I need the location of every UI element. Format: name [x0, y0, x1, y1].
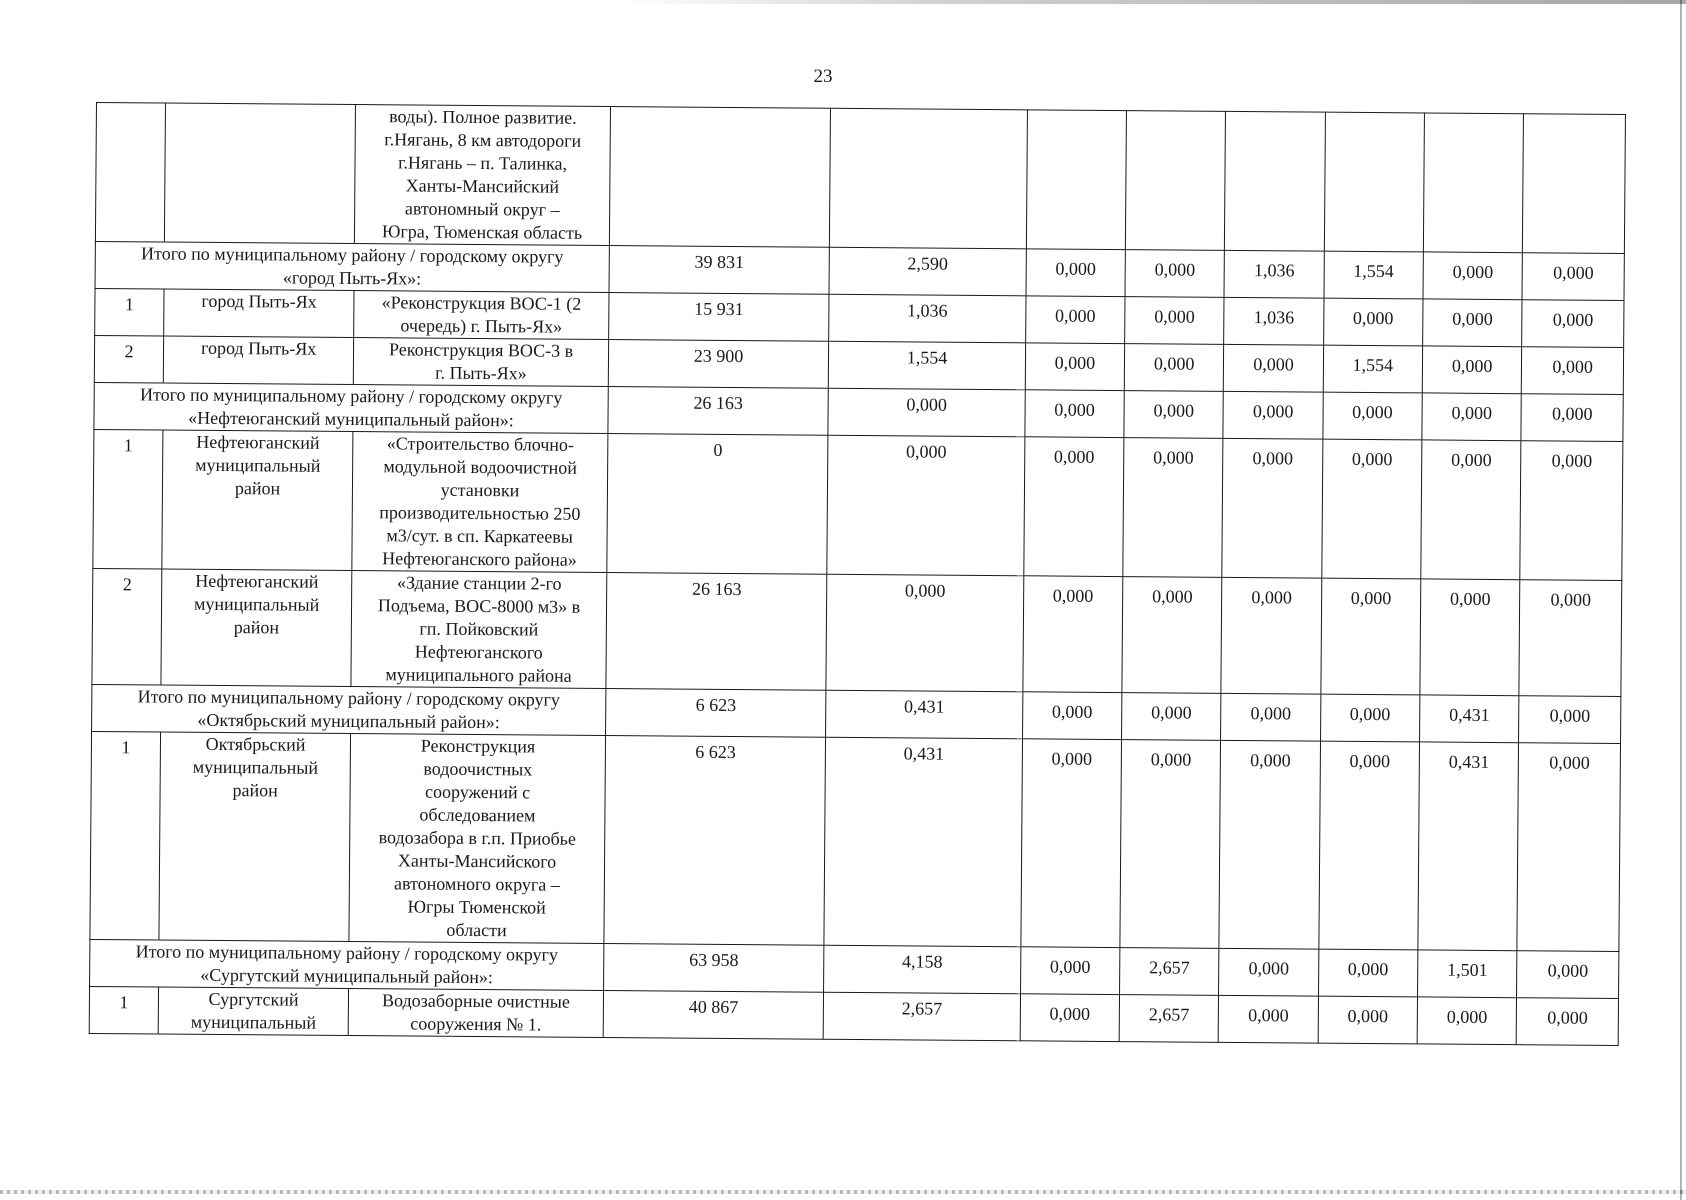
value-cell: 0,000 [1422, 393, 1522, 441]
municipality-cell: Нефтеюганский муниципальный район [161, 569, 352, 686]
value-cell: 0,431 [1420, 695, 1520, 743]
value-cell: 1,501 [1418, 950, 1518, 998]
value-cell: 2,657 [823, 992, 1020, 1041]
row-index [95, 103, 165, 243]
value-cell [1324, 112, 1424, 252]
value-cell [1026, 110, 1126, 250]
value-cell: 0,000 [1323, 298, 1423, 346]
value-cell: 0,000 [1519, 696, 1621, 744]
value-cell: 0,000 [1422, 346, 1522, 394]
total-label: Итого по муниципальному району / городскому округу «Нефтеюганский муниципальный район»: [94, 382, 608, 433]
value-cell: 0,000 [1423, 299, 1523, 347]
value-cell: 0,000 [1123, 438, 1223, 578]
value-cell: 0,000 [1025, 343, 1125, 391]
row-index: 2 [94, 335, 163, 383]
value-cell: 0,000 [1122, 693, 1222, 741]
value-cell: 0,000 [1520, 441, 1623, 581]
total-label: Итого по муниципальному району / городскому округу «город Пыть-Ях»: [95, 241, 609, 292]
cost-cell: 39 831 [609, 246, 830, 295]
row-index: 1 [93, 429, 163, 569]
value-cell: 0,000 [1025, 296, 1125, 344]
value-cell: 0,000 [826, 574, 1023, 692]
total-label: Итого по муниципальному району / городскому округу «Сургутский муниципальный район»: [90, 939, 604, 990]
value-cell: 0,000 [1024, 437, 1124, 577]
value-cell: 0,000 [1219, 995, 1319, 1043]
value-cell: 0,000 [1020, 947, 1120, 995]
scan-edge-bottom [0, 1190, 1686, 1194]
cost-cell: 23 900 [608, 340, 829, 389]
value-cell: 4,158 [824, 945, 1021, 994]
value-cell: 0,000 [1322, 439, 1422, 579]
value-cell: 0,000 [1125, 297, 1225, 345]
value-cell: 0,000 [1318, 949, 1418, 997]
cost-cell: 63 958 [603, 944, 824, 993]
value-cell [1125, 111, 1225, 251]
cost-cell: 15 931 [609, 293, 830, 342]
value-cell: 0,000 [1219, 740, 1320, 949]
table-row [92, 568, 1622, 696]
municipality-cell: Октябрьский муниципальный район [159, 732, 351, 941]
investment-table [89, 102, 1626, 1046]
table-body [89, 103, 1625, 1046]
value-cell: 0,000 [1026, 249, 1126, 297]
value-cell: 0,000 [1323, 392, 1423, 440]
value-cell: 0,000 [827, 435, 1025, 576]
value-cell: 0,431 [826, 690, 1023, 739]
value-cell: 1,036 [829, 294, 1026, 343]
value-cell: 0,000 [1023, 576, 1123, 693]
value-cell: 0,000 [1517, 951, 1619, 999]
object-cell: «Реконструкция ВОС-1 (2 очередь) г. Пыть-Ях» [354, 291, 609, 340]
value-cell: 0,000 [1521, 394, 1623, 442]
table-row [95, 103, 1625, 254]
value-cell: 0,000 [1124, 344, 1224, 392]
value-cell: 0,000 [1517, 998, 1619, 1046]
object-cell: Водозаборные очистные сооружения № 1. [348, 989, 603, 1038]
value-cell: 2,657 [1120, 948, 1220, 996]
cost-cell: 26 163 [608, 387, 829, 436]
value-cell: 0,431 [824, 737, 1022, 947]
value-cell: 2,590 [829, 247, 1026, 296]
value-cell: 0,000 [1124, 391, 1224, 439]
municipality-cell: город Пыть-Ях [164, 289, 354, 337]
scan-edge-top [620, 0, 1686, 4]
value-cell: 0,000 [1219, 948, 1319, 996]
table-row [93, 429, 1623, 580]
value-cell: 0,000 [1224, 344, 1324, 392]
value-cell: 0,000 [1321, 578, 1421, 695]
value-cell: 0,000 [1022, 692, 1122, 740]
value-cell: 0,000 [1517, 743, 1620, 952]
object-cell: Реконструкция ВОС-3 в г. Пыть-Ях» [353, 338, 608, 387]
value-cell: 0,000 [1318, 996, 1418, 1044]
value-cell: 0,000 [828, 388, 1025, 437]
row-index: 1 [90, 731, 161, 940]
row-index: 2 [92, 568, 162, 685]
value-cell: 0,000 [1420, 579, 1520, 696]
object-cell: «Строительство блочно- модульной водоочистной установки производительностью 250 м3/сут. в сп. Каркатеевы Нефтеюганского района» [352, 432, 608, 573]
value-cell [1523, 114, 1626, 254]
value-cell: 0,000 [1421, 440, 1521, 580]
row-index: 1 [89, 986, 158, 1034]
value-cell: 0,000 [1122, 577, 1222, 694]
value-cell [1225, 111, 1325, 251]
row-index: 1 [95, 288, 164, 336]
municipality-cell: Сургутский муниципальный [158, 987, 348, 1035]
value-cell: 1,036 [1224, 297, 1324, 345]
value-cell: 0,000 [1320, 694, 1420, 742]
value-cell: 0,000 [1522, 253, 1624, 301]
object-cell: «Здание станции 2-го Подъема, ВОС-8000 м3» в гп. Пойковский Нефтеюганского муниципального района [351, 571, 607, 689]
value-cell: 0,000 [1222, 438, 1322, 578]
cost-cell: 0 [607, 434, 828, 575]
value-cell: 0,000 [1423, 252, 1523, 300]
value-cell: 0,000 [1025, 390, 1125, 438]
value-cell: 0,000 [1021, 739, 1122, 948]
value-cell: 0,000 [1417, 997, 1517, 1045]
municipality-cell: Нефтеюганский муниципальный район [162, 430, 353, 570]
value-cell: 1,554 [1323, 345, 1423, 393]
value-cell: 0,000 [1120, 740, 1221, 949]
cost-cell: 6 623 [605, 689, 826, 738]
value-cell: 0,000 [1519, 580, 1622, 697]
municipality-cell: город Пыть-Ях [163, 336, 353, 384]
municipality-cell [164, 103, 355, 243]
value-cell: 0,000 [1319, 741, 1420, 950]
value-cell: 1,554 [1324, 251, 1424, 299]
value-cell: 0,000 [1223, 391, 1323, 439]
value-cell: 1,036 [1224, 250, 1324, 298]
cost-cell: 26 163 [606, 573, 827, 691]
value-cell: 1,554 [828, 341, 1025, 390]
value-cell: 0,431 [1418, 742, 1519, 951]
value-cell: 0,000 [1125, 250, 1225, 298]
total-label: Итого по муниципальному району / городскому округу «Октябрьский муниципальный район»: [92, 684, 606, 735]
value-cell: 0,000 [1522, 347, 1624, 395]
table-row [90, 731, 1621, 951]
value-cell: 0,000 [1522, 300, 1624, 348]
object-cell: Реконструкция водоочистных сооружений с обследованием водозабора в г.п. Приобье Ханты-Мансийского автономного округа – Югры Тюменской области [349, 734, 605, 944]
scan-edge-right [1680, 0, 1682, 1200]
value-cell: 0,000 [1221, 577, 1321, 694]
cost-cell: 6 623 [604, 736, 826, 946]
value-cell [1423, 113, 1523, 253]
cost-cell: 40 867 [603, 991, 824, 1040]
page-number: 23 [813, 66, 833, 87]
object-cell: воды). Полное развитие. г.Нягань, 8 км автодороги г.Нягань – п. Талинка, Ханты-Мансийский автономный округ – Югра, Тюменская область [355, 105, 611, 246]
value-cell: 0,000 [1221, 693, 1321, 741]
value-cell [830, 108, 1028, 249]
value-cell: 2,657 [1119, 995, 1219, 1043]
cost-cell [609, 107, 830, 248]
value-cell: 0,000 [1020, 994, 1120, 1042]
